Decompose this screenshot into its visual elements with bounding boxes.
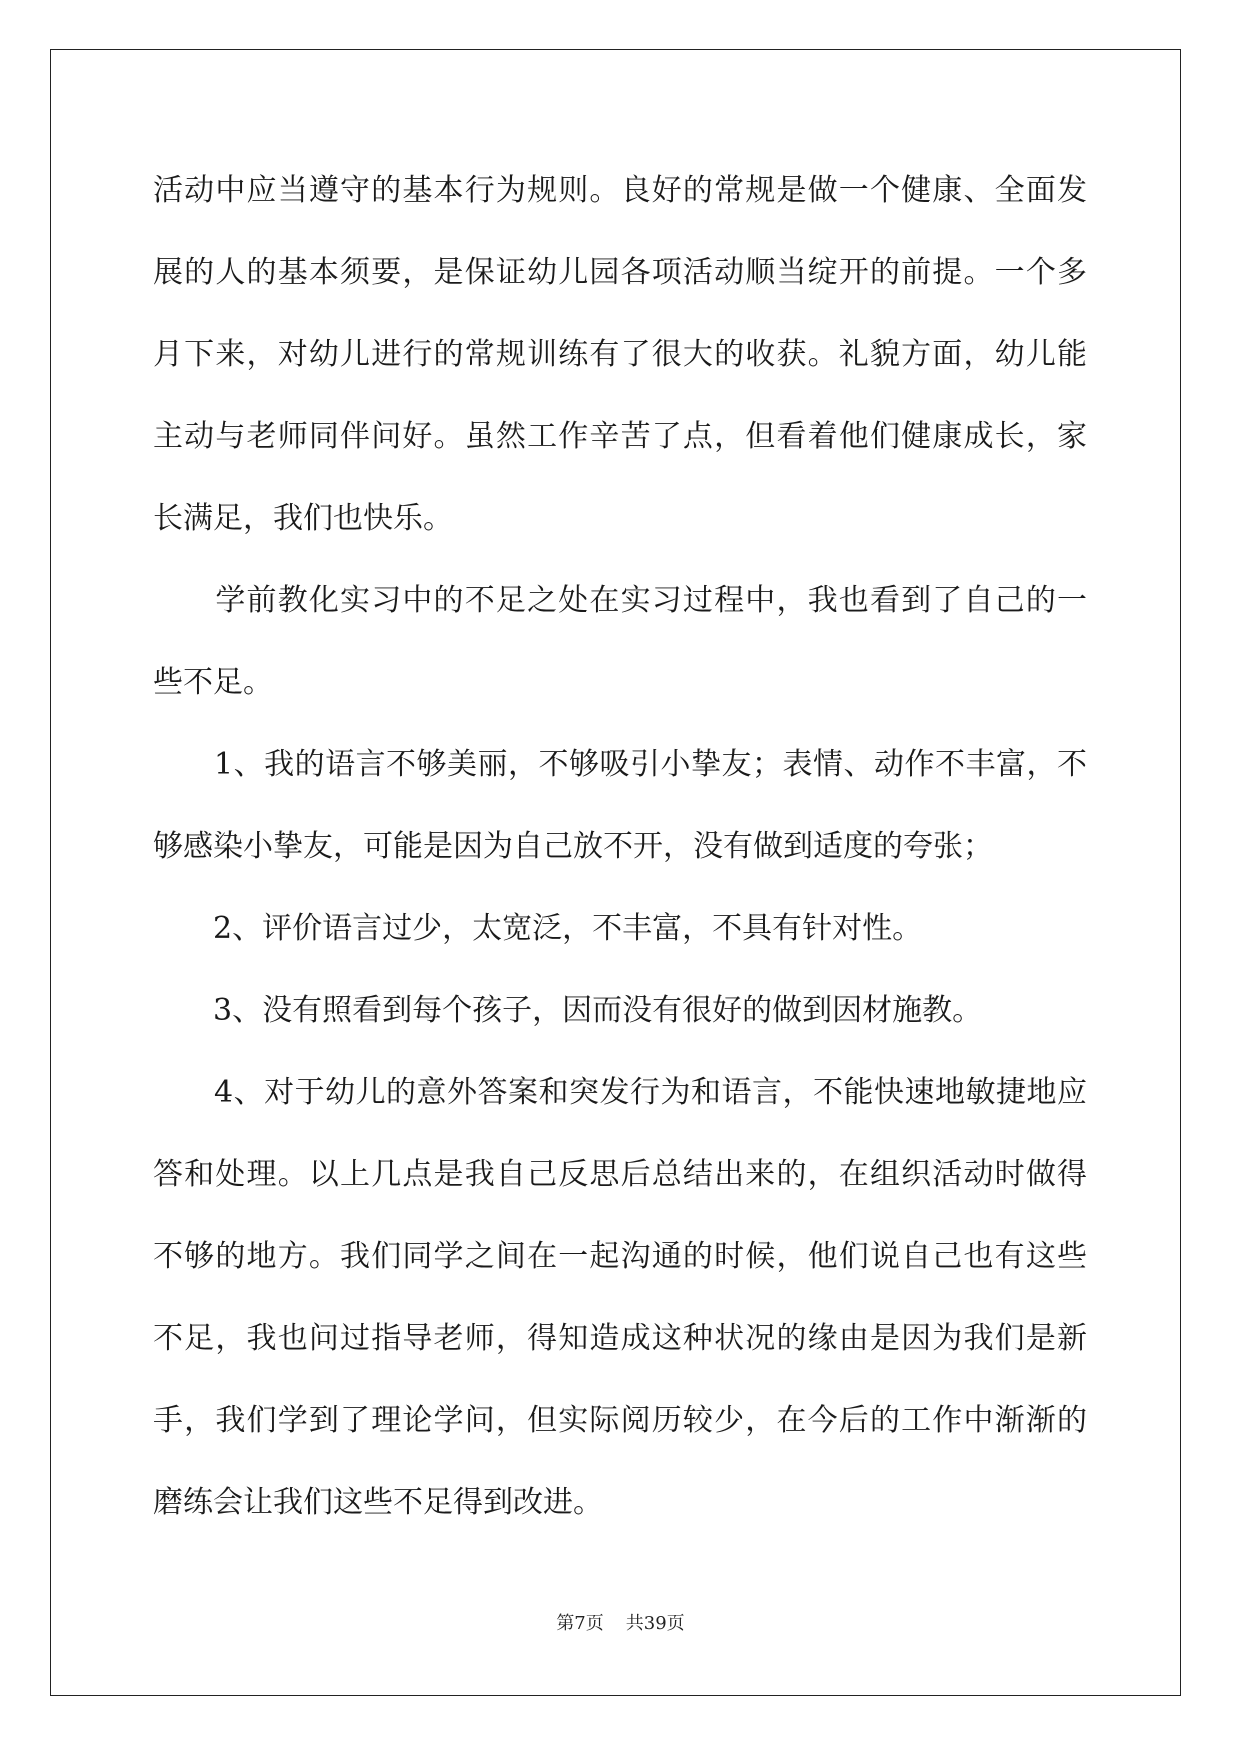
text-line: 些不足。: [153, 665, 273, 700]
text-line: 3、没有照看到每个孩子，因而没有很好的做到因材施教。: [153, 993, 983, 1028]
text-line: 活动中应当遵守的基本行为规则。良好的常规是做一个健康、全面发: [153, 173, 1087, 208]
page-total: 共39页: [625, 1613, 685, 1634]
text-line: 学前教化实习中的不足之处在实习过程中，我也看到了自己的一: [153, 583, 1087, 618]
page-border: [50, 49, 1181, 1696]
page-number: 第7页: [556, 1613, 604, 1634]
text-line: 4、对于幼儿的意外答案和突发行为和语言，不能快速地敏捷地应: [153, 1075, 1087, 1110]
text-line: 主动与老师同伴问好。虽然工作辛苦了点，但看着他们健康成长，家: [153, 419, 1087, 454]
text-line: 够感染小挚友，可能是因为自己放不开，没有做到适度的夸张；: [153, 829, 993, 864]
text-line: 2、评价语言过少，太宽泛，不丰富，不具有针对性。: [153, 911, 923, 946]
text-line: 手，我们学到了理论学问，但实际阅历较少，在今后的工作中渐渐的: [153, 1403, 1087, 1438]
text-line: 磨练会让我们这些不足得到改进。: [153, 1485, 603, 1520]
page-footer: [0, 1612, 1241, 1636]
text-line: 月下来，对幼儿进行的常规训练有了很大的收获。礼貌方面，幼儿能: [153, 337, 1087, 372]
text-line: 1、我的语言不够美丽，不够吸引小挚友；表情、动作不丰富，不: [153, 747, 1087, 782]
text-line: 展的人的基本须要，是保证幼儿园各项活动顺当绽开的前提。一个多: [153, 255, 1087, 290]
text-line: 答和处理。以上几点是我自己反思后总结出来的，在组织活动时做得: [153, 1157, 1087, 1192]
text-line: 不足，我也问过指导老师，得知造成这种状况的缘由是因为我们是新: [153, 1321, 1087, 1356]
text-line: 不够的地方。我们同学之间在一起沟通的时候，他们说自己也有这些: [153, 1239, 1087, 1274]
text-line: 长满足，我们也快乐。: [153, 501, 453, 536]
